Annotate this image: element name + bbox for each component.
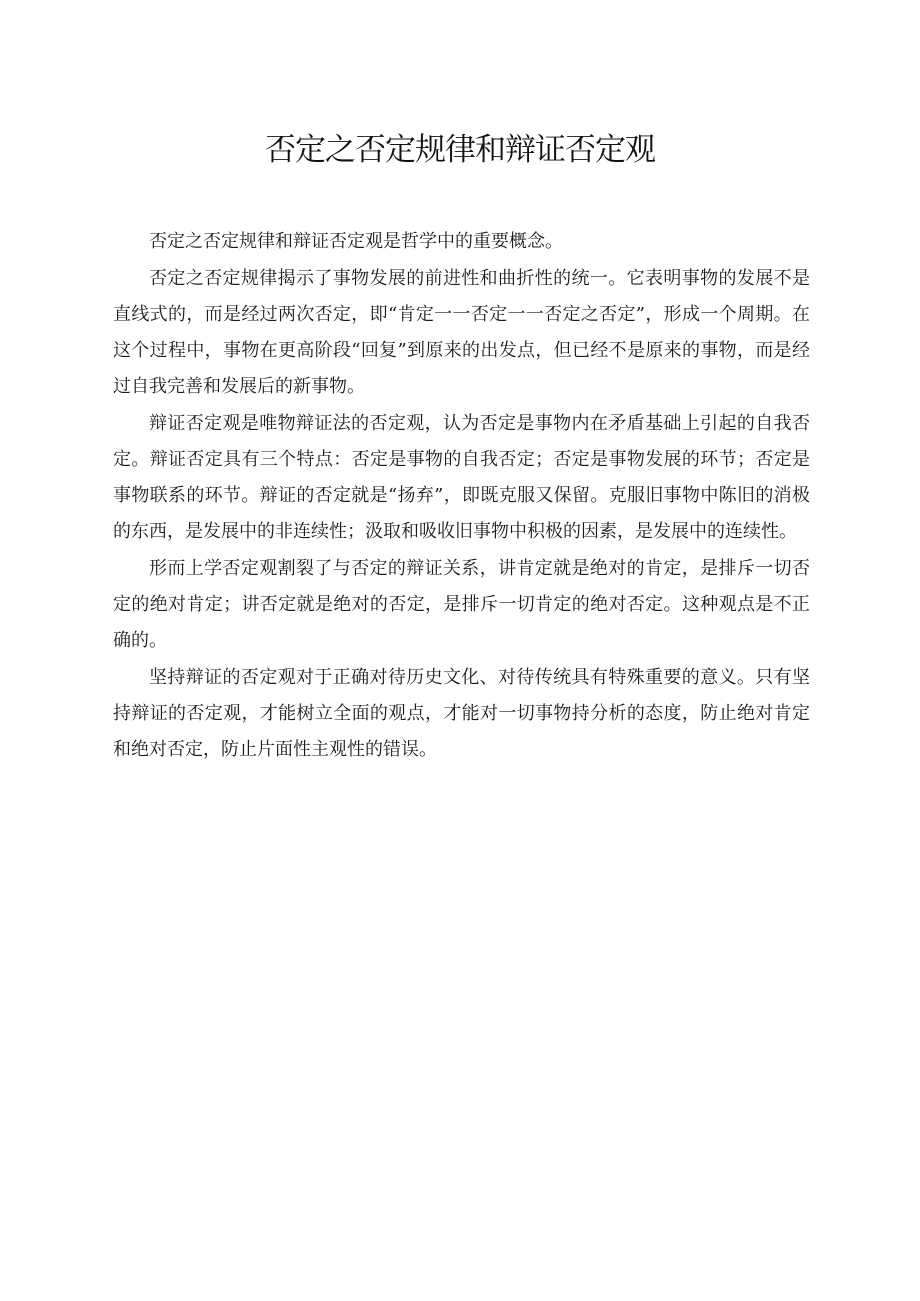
paragraph-significance: 坚持辩证的否定观对于正确对待历史文化、对待传统具有特殊重要的意义。只有坚持辩证的否定观，才能树立全面的观点，才能对一切事物持分析的态度，防止绝对肯定和绝对否定，防止片面性主观性的错误。	[113, 667, 810, 760]
document-body	[113, 224, 810, 769]
paragraph-negation-law: 否定之否定规律揭示了事物发展的前进性和曲折性的统一。它表明事物的发展不是直线式的，而是经过两次否定，即“肯定一一否定一一否定之否定”，形成一个周期。在这个过程中，事物在更高阶段“回复”到原来的出发点，但已经不是原来的事物，而是经过自我完善和发展后的新事物。	[113, 268, 810, 397]
paragraph-dialectical-negation: 辩证否定观是唯物辩证法的否定观，认为否定是事物内在矛盾基础上引起的自我否定。辩证否定具有三个特点：否定是事物的自我否定；否定是事物发展的环节；否定是事物联系的环节。辩证的否定就是“扬弃”，即既克服又保留。克服旧事物中陈旧的消极的东西，是发展中的非连续性；汲取和吸收旧事物中积极的因素，是发展中的连续性。	[113, 413, 810, 542]
paragraph-metaphysical-negation: 形而上学否定观割裂了与否定的辩证关系，讲肯定就是绝对的肯定，是排斥一切否定的绝对肯定；讲否定就是绝对的否定，是排斥一切肯定的绝对否定。这种观点是不正确的。	[113, 558, 810, 651]
document-title: 否定之否定规律和辩证否定观	[265, 132, 655, 168]
paragraph-intro: 否定之否定规律和辩证否定观是哲学中的重要概念。	[149, 231, 563, 252]
